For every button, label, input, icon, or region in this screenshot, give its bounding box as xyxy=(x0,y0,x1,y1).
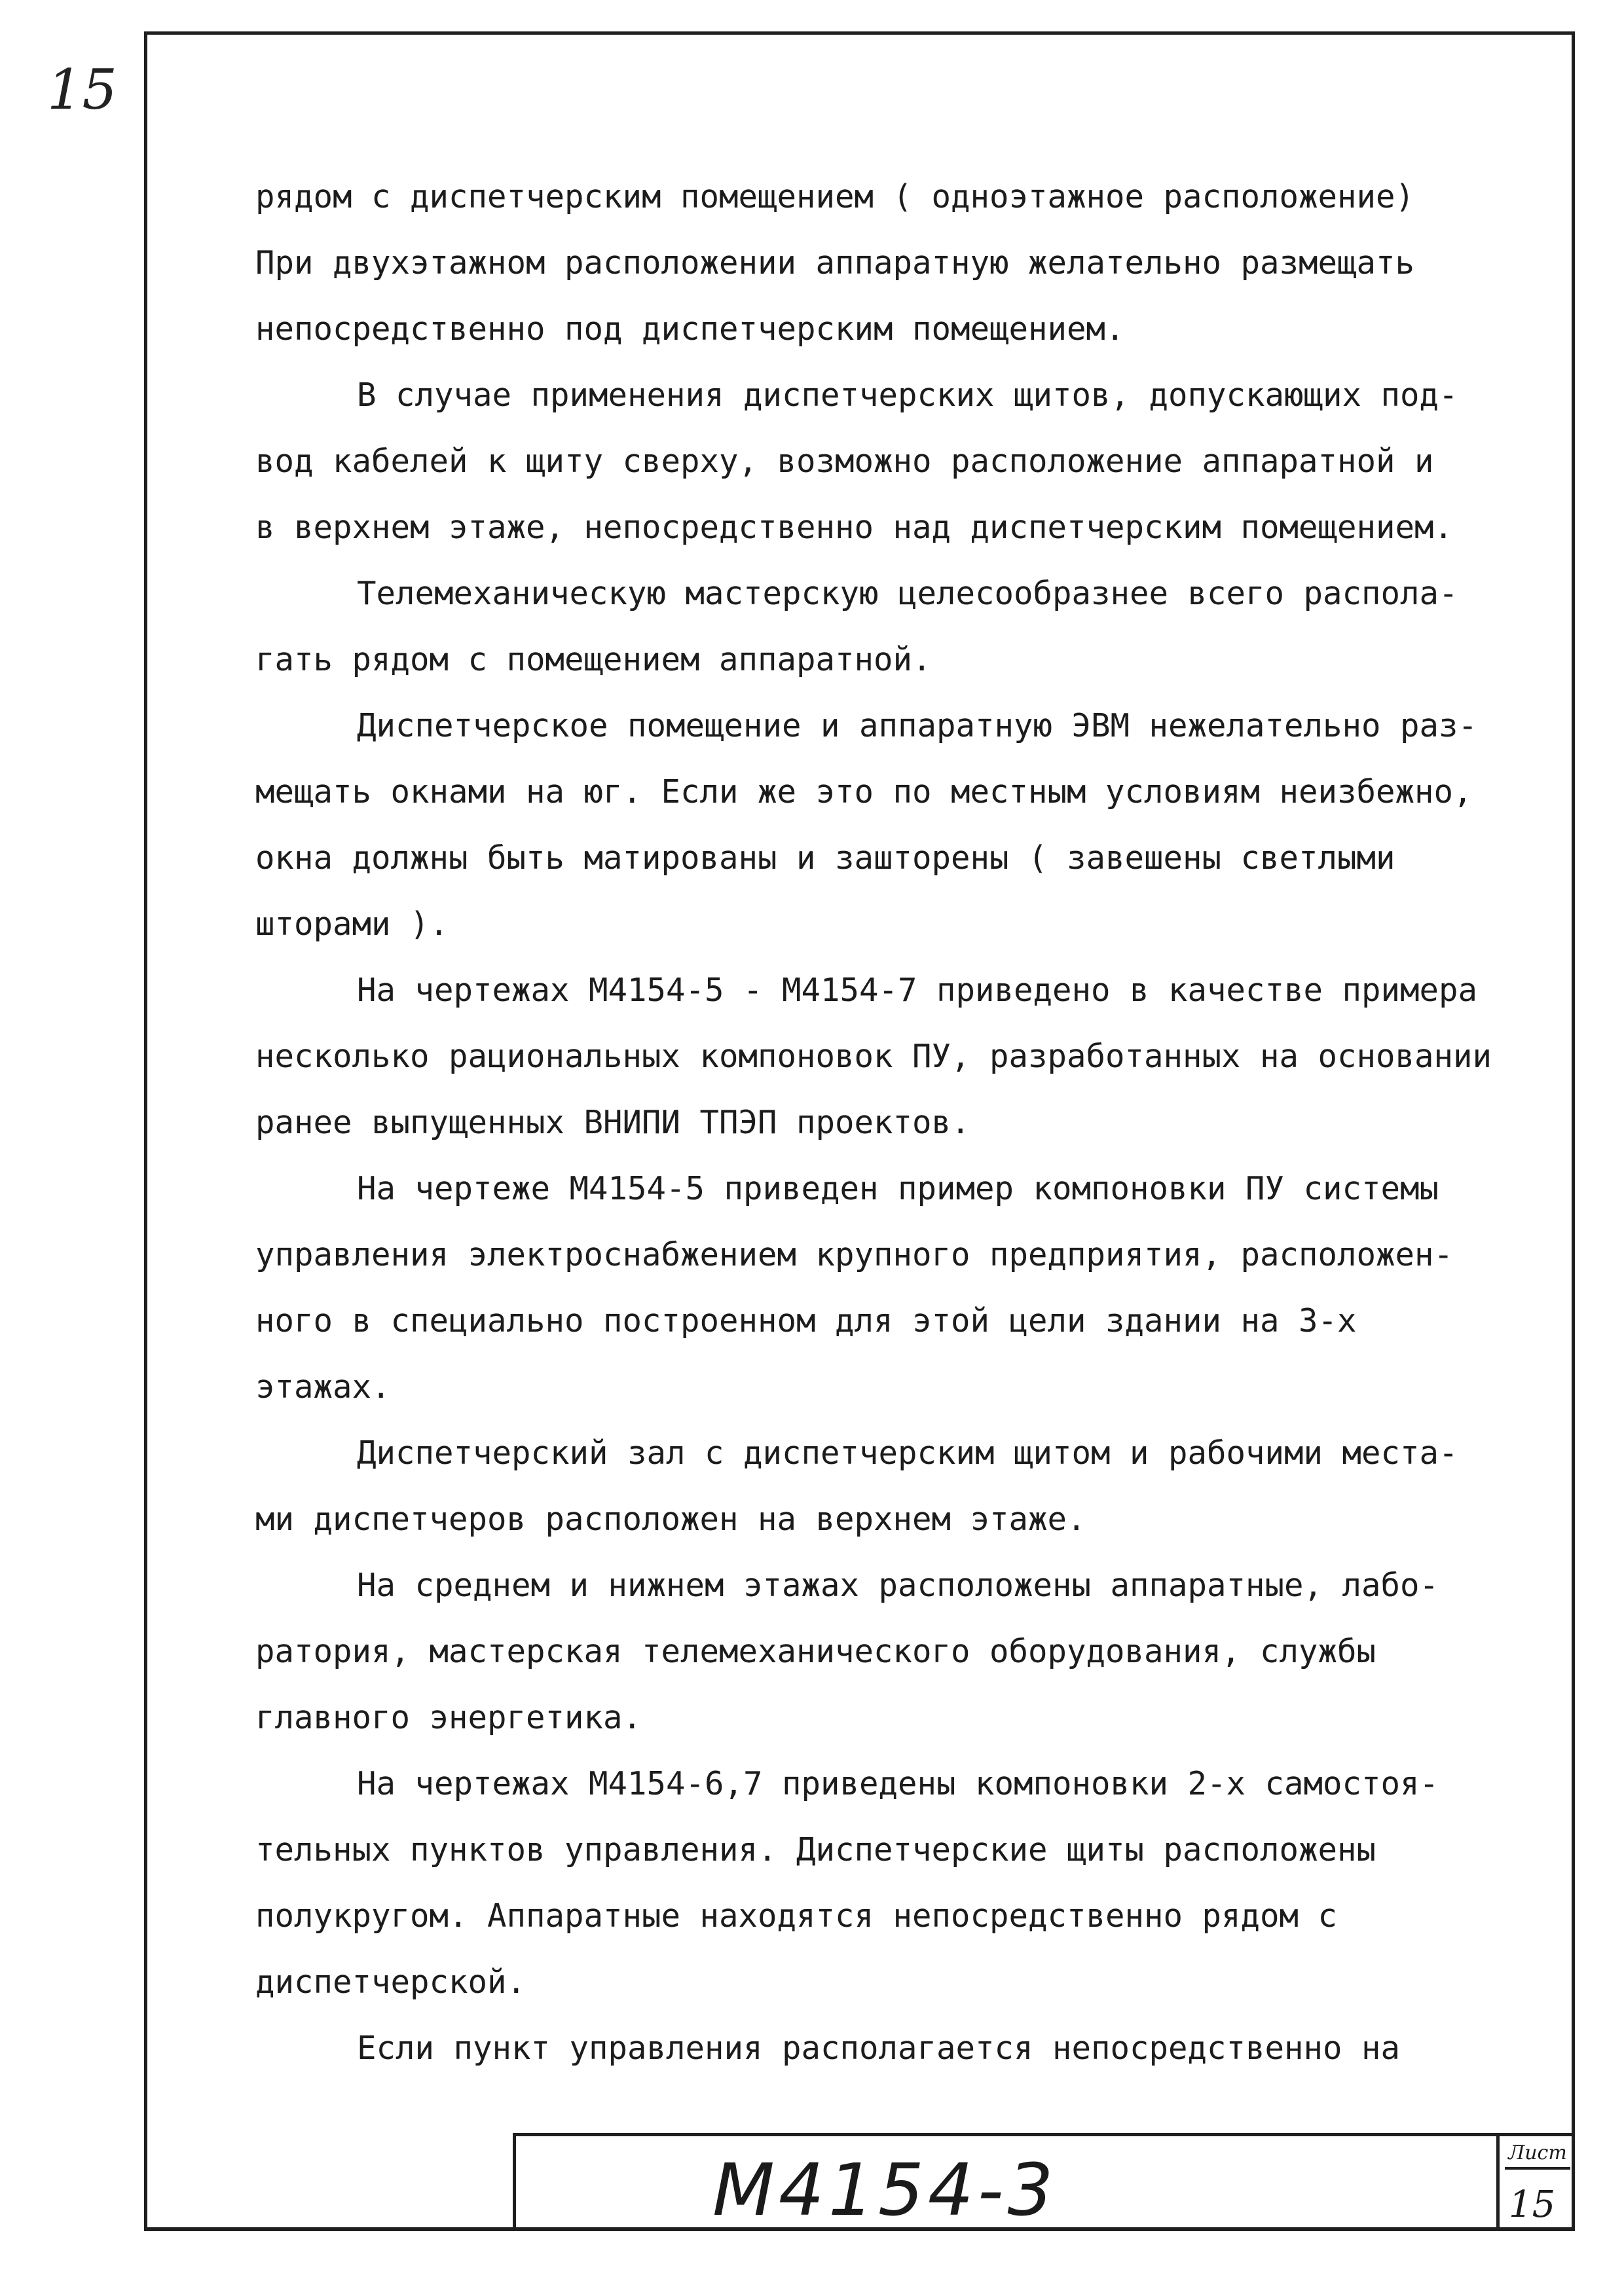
document-body xyxy=(255,164,1552,2081)
text-line: ратория, мастерская телемеханического оборудования, службы xyxy=(255,1633,1376,1670)
text-line: При двухэтажном расположении аппаратную желательно размещать xyxy=(255,244,1415,282)
text-line: На среднем и нижнем этажах расположены аппаратные, лабо- xyxy=(357,1567,1439,1604)
text-line: полукругом. Аппаратные находятся непосредственно рядом с xyxy=(255,1897,1338,1935)
text-line: ранее выпущенных ВНИПИ ТПЭП проектов. xyxy=(255,1104,970,1141)
text-line: в верхнем этаже, непосредственно над диспетчерским помещением. xyxy=(255,509,1454,546)
text-line: Диспетчерский зал с диспетчерским щитом и рабочими места- xyxy=(357,1434,1458,1472)
title-block xyxy=(513,2133,1575,2231)
text-line: ного в специально построенном для этой цели здании на 3-х xyxy=(255,1302,1357,1339)
handwritten-page-number: 15 xyxy=(47,58,117,122)
text-line: этажах. xyxy=(255,1368,391,1406)
text-line: шторами ). xyxy=(255,905,449,943)
text-line: гать рядом с помещением аппаратной. xyxy=(255,641,932,678)
text-line: ми диспетчеров расположен на верхнем этаже. xyxy=(255,1501,1086,1538)
text-line: диспетчерской. xyxy=(255,1963,526,2001)
text-line: вод кабелей к щиту сверху, возможно расположение аппаратной и xyxy=(255,443,1434,480)
text-line: На чертежах М4154-5 - М4154-7 приведено в качестве примера xyxy=(357,972,1478,1009)
text-line: управления электроснабжением крупного предприятия, расположен- xyxy=(255,1236,1454,1273)
text-line: рядом с диспетчерским помещением ( одноэтажное расположение) xyxy=(255,178,1415,215)
text-line: Телемеханическую мастерскую целесообразнее всего распола- xyxy=(357,575,1458,612)
text-line: Если пункт управления располагается непосредственно на xyxy=(357,2030,1401,2067)
text-line: тельных пунктов управления. Диспетчерские щиты расположены xyxy=(255,1831,1376,1868)
text-line: несколько рациональных компоновок ПУ, разработанных на основании xyxy=(255,1038,1492,1075)
sheet-label: Лист xyxy=(1505,2141,1570,2170)
text-line: На чертеже М4154-5 приведен пример компоновки ПУ системы xyxy=(357,1170,1439,1207)
text-line: На чертежах М4154-6,7 приведены компоновки 2-х самостоя- xyxy=(357,1765,1439,1802)
sheet-cell xyxy=(1496,2136,1575,2231)
document-code: М4154-3 xyxy=(712,2148,1058,2232)
text-line: мещать окнами на юг. Если же это по местным условиям неизбежно, xyxy=(255,773,1473,811)
text-line: В случае применения диспетчерских щитов, допускающих под- xyxy=(357,376,1458,414)
text-line: главного энергетика. xyxy=(255,1699,642,1736)
text-line: окна должны быть матированы и зашторены ( завешены светлыми xyxy=(255,839,1395,877)
text-line: непосредственно под диспетчерским помещением. xyxy=(255,310,1125,348)
text-line: Диспетчерское помещение и аппаратную ЭВМ нежелательно раз- xyxy=(357,707,1478,744)
sheet-number: 15 xyxy=(1509,2183,1556,2226)
